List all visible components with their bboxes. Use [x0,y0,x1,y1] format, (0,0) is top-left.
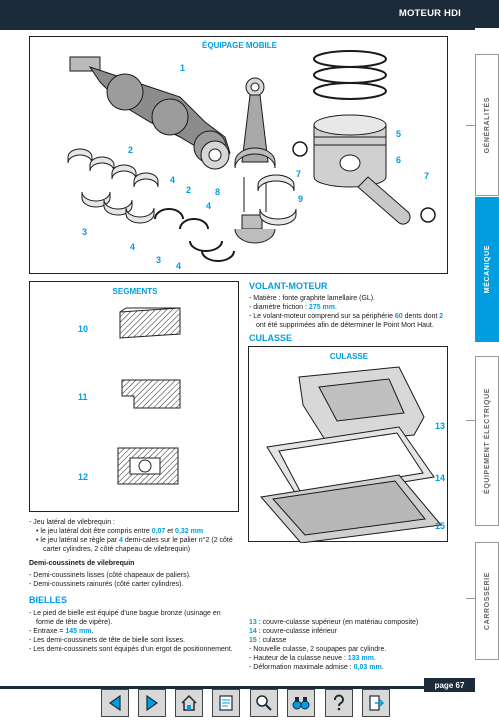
left-column [29,518,239,654]
callout-7-b: 7 [424,171,430,181]
previous-page-button[interactable] [101,689,129,717]
callout-15: 15 [435,521,446,531]
callout-3-b: 3 [156,255,162,265]
callout-9: 9 [298,194,304,204]
help-button[interactable] [325,689,353,717]
bielles-1: - Le pied de bielle est équipé d'une bague bronze (usinage en forme de tête de vipère). [29,610,221,626]
document-icon [216,693,236,713]
home-icon [179,693,199,713]
callout-13: 13 [435,421,446,431]
summary-button[interactable] [212,689,240,717]
callout-4-d: 4 [176,261,182,271]
bielles-3: - Les demi-coussinets de tête de bielle sont lisses. [29,637,186,644]
callout-4-b: 4 [206,201,212,211]
volant-2: - diamètre friction : 275 mm. [249,304,337,311]
jeu-intro: - Jeu latéral de vilebrequin : [29,519,115,526]
tab-mecanique[interactable]: MÉCANIQUE [475,197,499,342]
demi-coussinets-1: - Demi-coussinets lisses (côté chapeaux de paliers). [29,572,191,579]
callout-5: 5 [396,129,402,139]
jeu-bullet-1: • le jeu latéral doit être compris entre 0,07 et 0,32 mm [36,528,204,535]
tab-carrosserie[interactable]: CARROSSERIE [475,542,499,660]
legend-15: 15 : culasse [249,637,287,644]
demi-coussinets-title: Demi-coussinets de vilebrequin [29,560,135,567]
culasse-2: - Hauteur de la culasse neuve : 133 mm. [249,655,376,662]
culasse-1: - Nouvelle culasse, 2 soupapes par cylindre. [249,646,387,653]
header-rule [0,28,475,30]
tab-equipement-electrique[interactable]: ÉQUIPEMENT ÉLECTRIQUE [475,356,499,526]
binoculars-icon [291,693,311,713]
equipage-caption: ÉQUIPAGE MOBILE [202,41,277,50]
callout-1: 1 [180,63,186,73]
demi-coussinets-2: - Demi-coussinets rainurés (côté carter cylindres). [29,581,184,588]
callout-4-a: 4 [170,175,176,185]
callout-12: 12 [78,472,89,482]
callout-2-b: 2 [186,185,192,195]
callout-11: 11 [78,392,88,402]
callout-8: 8 [215,187,221,197]
culasse-drawing [249,347,449,543]
exit-button[interactable] [362,689,390,717]
culasse-3: - Déformation maximale admise : 0,03 mm. [249,664,384,671]
page-number: page 67 [424,678,475,692]
bielles-2: - Entraxe = 145 mm. [29,628,94,635]
callout-3-a: 3 [82,227,88,237]
culasse-title: CULASSE [249,333,293,343]
culasse-caption: CULASSE [329,352,369,361]
culasse-figure [248,346,448,542]
volant-3: - Le volant-moteur comprend sur sa périphérie 60 dents dont 2 ont été supprimées afin de déterminer le Point Mort Haut. [249,313,444,329]
find-button[interactable] [287,689,315,717]
equipage-drawing [30,37,449,275]
next-page-button[interactable] [138,689,166,717]
callout-4-c: 4 [130,242,136,252]
culasse-legend [249,618,454,672]
segments-drawing [30,282,240,513]
home-button[interactable] [175,689,203,717]
segments-caption: SEGMENTS [112,287,158,296]
bielles-4: - Les demi-coussinets sont équipés d'un ergot de positionnement. [29,646,233,653]
callout-10: 10 [78,324,89,334]
volant-section [249,282,449,343]
search-icon [254,693,274,713]
bielles-title: BIELLES [29,595,68,605]
callout-7-a: 7 [296,169,302,179]
search-button[interactable] [250,689,278,717]
legend-14: 14 : couvre-culasse inférieur [249,628,337,635]
segments-figure [29,281,239,512]
equipage-mobile-figure [29,36,448,274]
callout-14: 14 [435,473,446,483]
jeu-bullet-2: • le jeu latéral se règle par 4 demi-cales sur le palier n°2 (2 côté carter cylindres, 2 côté chapeau de vilebrequin) [36,537,233,553]
tab-generalites[interactable]: GÉNÉRALITÉS [475,54,499,196]
callout-2-a: 2 [128,145,134,155]
header-title: MOTEUR HDI [398,8,461,19]
volant-title: VOLANT-MOTEUR [249,281,328,291]
arrow-right-icon [142,693,162,713]
legend-13: 13 : couvre-culasse supérieur (en matériau composite) [249,619,419,626]
callout-6: 6 [396,155,402,165]
help-icon [329,693,349,713]
exit-icon [366,693,386,713]
arrow-left-icon [105,693,125,713]
volant-1: - Matière : fonte graphite lamellaire (GL). [249,295,376,302]
